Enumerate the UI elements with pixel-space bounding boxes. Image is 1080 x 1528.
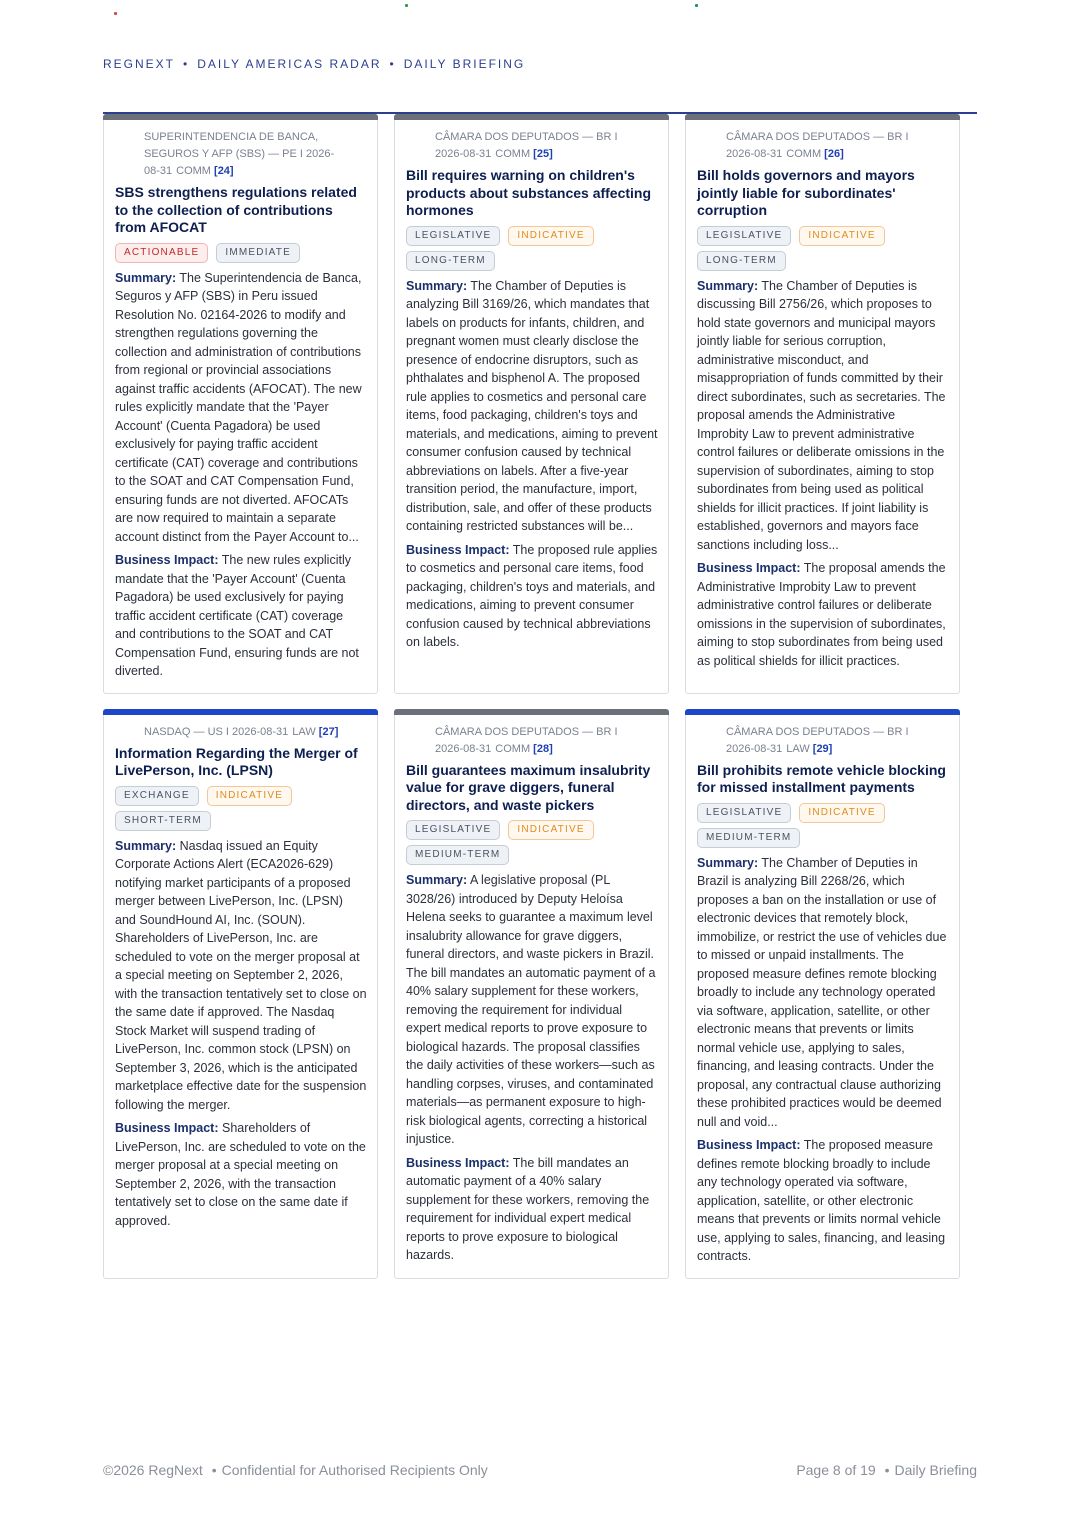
reference-number[interactable]: [25] [533, 148, 553, 160]
briefing-card [103, 114, 378, 694]
business-impact-text: The new rules explicitly mandate that the 'Payer Account' (Cuenta Pagadora) be used exclusively for paying traffic accident certificate (CAT) coverage and contributions to the SOAT and CAT Compensation Fund, ensuring funds are not diverted. [115, 553, 359, 678]
card-accent-bar [394, 709, 669, 715]
summary-paragraph [697, 277, 949, 555]
summary-text: Nasdaq issued an Equity Corporate Actions Alert (ECA2026-629) notifying market participants of a proposed merger between LivePerson, Inc. (LPSN) and SoundHound AI, Inc. (SOUN). Shareholders of LivePerson, Inc. are scheduled to vote on the merger proposal at a special meeting on September 2, 2026, with the transaction tentatively set to close on the same date if approved. The Nasdaq Stock Market will suspend trading of LivePerson, Inc. common stock (LPSN) on September 3, 2026, which is the anticipated marketplace effective date for the suspension following the merger. [115, 838, 367, 1112]
summary-text: The Chamber of Deputies in Brazil is analyzing Bill 2268/26, which proposes a ban on the installation or use of electronic devices that remotely block, immobilize, or restrict the use of vehicles due to missed or unpaid installments. The proposed measure defines remote blocking broadly to include any technology operated via software, application, satellite, or other electronic means that prevents or limits normal vehicle use, applying to sales, financing, and leasing contracts. Under the proposal, any contractual clause authorizing these prohibited practices would be deemed null and void... [697, 855, 947, 1129]
tag-list [697, 226, 949, 271]
summary-label: Summary: [115, 838, 177, 853]
tag-badge: MEDIUM-TERM [697, 828, 800, 848]
tag-badge: LEGISLATIVE [406, 820, 500, 840]
card-accent-bar [394, 114, 669, 120]
summary-text: A legislative proposal (PL 3028/26) introduced by Deputy Heloísa Helena seeks to guarantee a maximum level insalubrity allowance for grave diggers, funeral directors, and waste pickers in Brazil. The bill mandates an automatic payment of a 40% salary supplement for these workers, removing the requirement for individual expert medical reports to prove exposure to biological hazards. The proposal classifies the daily activities of these workers—such as handling corpses, viruses, and contaminated materials—as permanent exposure to high-risk biological agents, correcting a historical injustice. [406, 873, 656, 1146]
footer-doc: Daily Briefing [894, 1462, 977, 1478]
tag-badge: ACTIONABLE [115, 243, 208, 263]
header-brand: REGNEXT [103, 57, 176, 71]
business-impact-label: Business Impact: [115, 553, 219, 567]
tag-list [697, 803, 949, 848]
briefing-card [394, 709, 669, 1279]
business-impact-label: Business Impact: [115, 1121, 219, 1135]
card-accent-bar [103, 709, 378, 715]
page-header [103, 57, 525, 71]
summary-paragraph [697, 854, 949, 1132]
reference-number[interactable]: [27] [318, 725, 339, 738]
document-type: COMM [786, 148, 822, 160]
tag-list [406, 820, 658, 865]
footer-right [796, 1462, 977, 1478]
card-source [697, 724, 949, 758]
footer-confidential: Confidential for Authorised Recipients Only [221, 1462, 488, 1478]
card-accent-bar [103, 114, 378, 120]
tag-list [115, 243, 367, 263]
summary-text: The Chamber of Deputies is discussing Bill 2756/26, which proposes to hold state governors and municipal mayors jointly liable for serious corruption, administrative misconduct, and misappropriation of funds committed by their direct subordinates, such as secretaries. The proposal amends the Administrative Improbity Law to prevent administrative control failures or deliberate omissions in the supervision of subordinates, aiming to stop subordinates from being used as political shields for illicit practices. If joint liability is established, governors and mayors face sanctions including loss... [697, 278, 946, 552]
card-accent-bar [685, 709, 960, 715]
card-source [697, 129, 949, 163]
source-text: NASDAQ — US I 2026-08-31 [144, 725, 289, 738]
briefing-card [394, 114, 669, 694]
summary-paragraph [115, 837, 367, 1115]
source-text: CÂMARA DOS DEPUTADOS — BR I 2026-08-31 [435, 725, 618, 755]
document-type: COMM [495, 742, 531, 755]
reference-number[interactable]: [26] [824, 148, 844, 160]
decorative-mark [695, 4, 698, 7]
reference-number[interactable]: [28] [533, 742, 553, 755]
tag-badge: IMMEDIATE [216, 243, 300, 263]
summary-label: Summary: [697, 278, 759, 293]
business-impact-label: Business Impact: [406, 542, 510, 557]
tag-badge: EXCHANGE [115, 786, 199, 806]
tag-list [115, 786, 367, 831]
tag-badge: LEGISLATIVE [697, 803, 791, 823]
business-impact-paragraph [115, 551, 367, 681]
briefing-card [685, 709, 960, 1279]
source-text: CÂMARA DOS DEPUTADOS — BR I 2026-08-31 [435, 131, 618, 160]
card-title[interactable]: Bill holds governors and mayors jointly liable for subordinates' corruption [697, 167, 915, 218]
tag-badge: SHORT-TERM [115, 811, 211, 831]
header-separator: • [389, 57, 396, 71]
card-source [406, 129, 658, 163]
document-type: COMM [176, 165, 211, 177]
tag-badge: LONG-TERM [406, 251, 495, 271]
summary-label: Summary: [115, 270, 177, 285]
business-impact-label: Business Impact: [697, 1138, 801, 1152]
header-product: DAILY AMERICAS RADAR [197, 57, 382, 71]
document-type: LAW [292, 725, 316, 738]
tag-badge: INDICATIVE [508, 820, 593, 840]
business-impact-paragraph [406, 1154, 658, 1265]
card-title[interactable]: Bill guarantees maximum insalubrity value for grave diggers, funeral directors, and waste pickers [406, 761, 651, 813]
summary-label: Summary: [697, 855, 759, 870]
document-type: LAW [786, 742, 810, 755]
card-title[interactable]: Bill requires warning on children's products about substances affecting hormones [406, 167, 652, 218]
briefing-card [103, 709, 378, 1279]
tag-badge: INDICATIVE [207, 786, 292, 806]
tag-badge: INDICATIVE [508, 226, 593, 246]
summary-label: Summary: [406, 278, 468, 293]
footer-copyright: ©2026 RegNext [103, 1462, 203, 1478]
header-separator: • [183, 57, 190, 71]
tag-badge: LONG-TERM [697, 251, 786, 271]
business-impact-paragraph [115, 1119, 367, 1230]
summary-paragraph [406, 871, 658, 1149]
card-source [115, 129, 367, 180]
document-type: COMM [495, 148, 531, 160]
reference-number[interactable]: [24] [214, 165, 234, 177]
card-source [115, 724, 367, 741]
card-accent-bar [685, 114, 960, 120]
card-title[interactable]: SBS strengthens regulations related to the collection of contributions from AFOCAT [115, 184, 357, 235]
summary-text: The Superintendencia de Banca, Seguros y AFP (SBS) in Peru issued Resolution No. 02164-2026 to modify and strengthen regulations governing the collection and administration of contributions from regional or provincial associations against traffic accidents (AFOCAT). The new rules explicitly mandate that the 'Payer Account' (Cuenta Pagadora) be used exclusively for paying traffic accident certificate (CAT) coverage and contributions to the SOAT and CAT Compensation Fund, ensuring funds are not diverted. AFOCATs are now required to maintain a separate account distinct from the Payer Account to... [115, 270, 362, 544]
summary-label: Summary: [406, 873, 468, 887]
header-section: DAILY BRIEFING [403, 57, 526, 71]
footer-page: Page 8 of 19 [796, 1462, 876, 1478]
tag-badge: LEGISLATIVE [406, 226, 500, 246]
decorative-mark [405, 4, 408, 7]
tag-badge: INDICATIVE [799, 226, 884, 246]
tag-badge: MEDIUM-TERM [406, 845, 509, 865]
briefing-card [685, 114, 960, 694]
summary-paragraph [406, 277, 658, 536]
footer-left [103, 1462, 488, 1478]
business-impact-paragraph [697, 1136, 949, 1266]
tag-list [406, 226, 658, 271]
card-title[interactable]: Information Regarding the Merger of LivePerson, Inc. (LPSN) [115, 744, 358, 778]
business-impact-text: The bill mandates an automatic payment of a 40% salary supplement for these workers, removing the requirement for individual expert medical reports to prove exposure to biological hazards. [406, 1155, 650, 1262]
card-source [406, 724, 658, 758]
business-impact-text: The proposed measure defines remote blocking broadly to include any technology operated via software, application, satellite, or other electronic means that prevents or limits normal vehicle use, applying to sales, financing, and leasing contracts. [697, 1138, 946, 1263]
tag-badge: INDICATIVE [799, 803, 884, 823]
source-text: CÂMARA DOS DEPUTADOS — BR I 2026-08-31 [726, 131, 909, 160]
business-impact-paragraph [697, 559, 949, 670]
business-impact-text: The proposal amends the Administrative Improbity Law to prevent administrative control failures or deliberate omissions in the supervision of subordinates, aiming to stop subordinates from being used as political shields for illicit practices. [697, 561, 946, 668]
decorative-mark [114, 12, 117, 15]
business-impact-paragraph [406, 541, 658, 652]
business-impact-label: Business Impact: [406, 1155, 510, 1170]
business-impact-text: The proposed rule applies to cosmetics and personal care items, food packaging, children's toys and materials, and medications, aiming to prevent consumer confusion caused by technical abbreviations on labels. [406, 542, 658, 649]
briefing-card-grid [103, 114, 959, 1279]
card-title[interactable]: Bill prohibits remote vehicle blocking for missed installment payments [697, 761, 946, 795]
footer-separator: • [211, 1462, 217, 1478]
summary-text: The Chamber of Deputies is analyzing Bill 3169/26, which mandates that labels on products for infants, children, and pregnant women must clearly disclose the presence of endocrine disruptors, such as phthalates and bisphenol A. The proposed rule applies to cosmetics and personal care items, food packaging, children's toys and materials, and medications, aiming to prevent consumer confusion caused by technical abbreviations on labels. After a five-year transition period, the manufacture, import, distribution, sale, and offer of these products containing restricted substances will be... [406, 278, 658, 533]
business-impact-text: Shareholders of LivePerson, Inc. are scheduled to vote on the merger proposal at a special meeting on September 2, 2026, with the transaction tentatively set to close on the same date if approved. [115, 1121, 366, 1228]
summary-paragraph [115, 269, 367, 547]
source-text: SUPERINTENDENCIA DE BANCA, SEGUROS Y AFP (SBS) — PE I 2026-08-31 [144, 131, 335, 177]
tag-badge: LEGISLATIVE [697, 226, 791, 246]
source-text: CÂMARA DOS DEPUTADOS — BR I 2026-08-31 [726, 725, 909, 755]
footer-separator: • [884, 1462, 890, 1478]
reference-number[interactable]: [29] [812, 742, 833, 755]
business-impact-label: Business Impact: [697, 561, 801, 575]
